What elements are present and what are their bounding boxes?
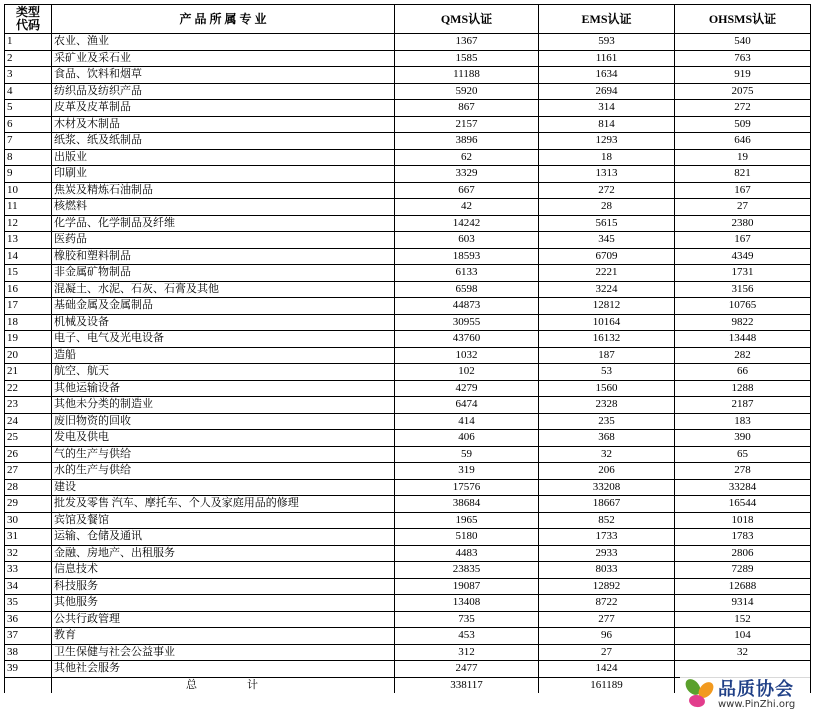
row-ohsms-count: 2380 — [675, 215, 811, 232]
row-ohsms-count: 9314 — [675, 595, 811, 612]
table-row — [5, 67, 811, 84]
table-row — [5, 463, 811, 480]
row-code: 4 — [5, 83, 52, 100]
row-ohsms-count: 390 — [675, 430, 811, 447]
row-ems-count: 206 — [539, 463, 675, 480]
table-row — [5, 364, 811, 381]
header-type-code-label: 类型 代码 — [15, 5, 40, 32]
row-ohsms-count: 152 — [675, 611, 811, 628]
row-category-name: 其他服务 — [52, 595, 395, 612]
row-ohsms-count: 278 — [675, 463, 811, 480]
total-label-right: 计 — [247, 678, 260, 691]
row-qms-count: 4279 — [395, 380, 539, 397]
row-code: 19 — [5, 331, 52, 348]
table-row — [5, 215, 811, 232]
row-ohsms-count: 12688 — [675, 578, 811, 595]
row-ohsms-count: 2187 — [675, 397, 811, 414]
row-category-name: 非金属矿物制品 — [52, 265, 395, 282]
row-ems-count: 32 — [539, 446, 675, 463]
table-row — [5, 83, 811, 100]
row-code: 29 — [5, 496, 52, 513]
row-ohsms-count: 1783 — [675, 529, 811, 546]
site-watermark-logo — [680, 674, 810, 714]
row-qms-count: 406 — [395, 430, 539, 447]
row-qms-count: 42 — [395, 199, 539, 216]
row-category-name: 化学品、化学制品及纤维 — [52, 215, 395, 232]
table-row — [5, 496, 811, 513]
row-ems-count: 852 — [539, 512, 675, 529]
table-row — [5, 545, 811, 562]
row-code: 8 — [5, 149, 52, 166]
row-category-name: 医药品 — [52, 232, 395, 249]
table-row — [5, 595, 811, 612]
table-row — [5, 232, 811, 249]
table-row — [5, 380, 811, 397]
header-type-code — [5, 5, 52, 34]
row-category-name: 机械及设备 — [52, 314, 395, 331]
row-ems-count: 1313 — [539, 166, 675, 183]
row-category-name: 纺织品及纺织产品 — [52, 83, 395, 100]
row-category-name: 出版业 — [52, 149, 395, 166]
row-ems-count: 1424 — [539, 661, 675, 678]
row-ems-count: 2221 — [539, 265, 675, 282]
table-header-row — [5, 5, 811, 34]
row-category-name: 宾馆及餐馆 — [52, 512, 395, 529]
row-qms-count: 62 — [395, 149, 539, 166]
row-category-name: 皮革及皮革制品 — [52, 100, 395, 117]
row-qms-count: 1032 — [395, 347, 539, 364]
row-code: 35 — [5, 595, 52, 612]
table-row — [5, 116, 811, 133]
row-qms-count: 312 — [395, 644, 539, 661]
row-category-name: 食品、饮料和烟草 — [52, 67, 395, 84]
row-category-name: 焦炭及精炼石油制品 — [52, 182, 395, 199]
row-ems-count: 28 — [539, 199, 675, 216]
row-code: 6 — [5, 116, 52, 133]
row-ems-count: 235 — [539, 413, 675, 430]
total-qms: 338117 — [395, 677, 539, 693]
table-row — [5, 265, 811, 282]
table-body — [5, 34, 811, 678]
row-ohsms-count: 9822 — [675, 314, 811, 331]
table-row — [5, 644, 811, 661]
row-code: 37 — [5, 628, 52, 645]
row-qms-count: 6474 — [395, 397, 539, 414]
header-ohsms-label: OHSMS认证 — [708, 11, 777, 26]
row-code: 21 — [5, 364, 52, 381]
total-label-left: 总 — [186, 678, 199, 691]
row-ohsms-count: 763 — [675, 50, 811, 67]
row-category-name: 基础金属及金属制品 — [52, 298, 395, 315]
row-category-name: 采矿业及采石业 — [52, 50, 395, 67]
table-row — [5, 430, 811, 447]
table-row — [5, 248, 811, 265]
row-ohsms-count: 1731 — [675, 265, 811, 282]
row-qms-count: 14242 — [395, 215, 539, 232]
row-ohsms-count: 282 — [675, 347, 811, 364]
row-ohsms-count: 1288 — [675, 380, 811, 397]
table-row — [5, 628, 811, 645]
table-row — [5, 166, 811, 183]
header-ems — [539, 5, 675, 34]
row-qms-count: 17576 — [395, 479, 539, 496]
row-ems-count: 16132 — [539, 331, 675, 348]
row-qms-count: 6598 — [395, 281, 539, 298]
total-label — [52, 677, 395, 693]
row-qms-count: 59 — [395, 446, 539, 463]
table-row — [5, 298, 811, 315]
total-code-cell — [5, 677, 52, 693]
row-code: 1 — [5, 34, 52, 51]
row-category-name: 农业、渔业 — [52, 34, 395, 51]
row-ohsms-count: 509 — [675, 116, 811, 133]
row-qms-count: 319 — [395, 463, 539, 480]
row-qms-count: 1965 — [395, 512, 539, 529]
header-qms — [395, 5, 539, 34]
row-code: 5 — [5, 100, 52, 117]
row-ohsms-count: 3156 — [675, 281, 811, 298]
row-code: 39 — [5, 661, 52, 678]
row-ems-count: 314 — [539, 100, 675, 117]
row-code: 16 — [5, 281, 52, 298]
row-category-name: 信息技术 — [52, 562, 395, 579]
row-code: 24 — [5, 413, 52, 430]
row-ohsms-count: 1018 — [675, 512, 811, 529]
row-qms-count: 18593 — [395, 248, 539, 265]
row-code: 36 — [5, 611, 52, 628]
row-category-name: 造船 — [52, 347, 395, 364]
row-qms-count: 3329 — [395, 166, 539, 183]
row-category-name: 建设 — [52, 479, 395, 496]
table-row — [5, 199, 811, 216]
watermark-url: www.PinZhi.org — [718, 699, 796, 710]
row-ems-count: 1733 — [539, 529, 675, 546]
row-ems-count: 814 — [539, 116, 675, 133]
row-category-name: 其他未分类的制造业 — [52, 397, 395, 414]
row-category-name: 发电及供电 — [52, 430, 395, 447]
row-qms-count: 38684 — [395, 496, 539, 513]
row-ohsms-count: 919 — [675, 67, 811, 84]
certification-table — [4, 4, 811, 693]
row-ohsms-count: 66 — [675, 364, 811, 381]
row-qms-count: 603 — [395, 232, 539, 249]
row-ohsms-count: 19 — [675, 149, 811, 166]
row-code: 9 — [5, 166, 52, 183]
table-row — [5, 413, 811, 430]
row-code: 14 — [5, 248, 52, 265]
row-ems-count: 2933 — [539, 545, 675, 562]
row-category-name: 纸浆、纸及纸制品 — [52, 133, 395, 150]
row-code: 31 — [5, 529, 52, 546]
row-category-name: 运输、仓储及通讯 — [52, 529, 395, 546]
table-row — [5, 331, 811, 348]
row-ohsms-count: 2075 — [675, 83, 811, 100]
row-ohsms-count: 646 — [675, 133, 811, 150]
header-product-category-label: 产 品 所 属 专 业 — [179, 11, 267, 26]
row-category-name: 批发及零售 汽车、摩托车、个人及家庭用品的修理 — [52, 496, 395, 513]
row-code: 26 — [5, 446, 52, 463]
row-ohsms-count: 27 — [675, 199, 811, 216]
row-code: 28 — [5, 479, 52, 496]
row-qms-count: 1585 — [395, 50, 539, 67]
row-code: 13 — [5, 232, 52, 249]
header-qms-label: QMS认证 — [440, 11, 493, 26]
row-ems-count: 3224 — [539, 281, 675, 298]
row-qms-count: 414 — [395, 413, 539, 430]
row-category-name: 公共行政管理 — [52, 611, 395, 628]
row-category-name: 橡胶和塑料制品 — [52, 248, 395, 265]
row-qms-count: 102 — [395, 364, 539, 381]
row-qms-count: 3896 — [395, 133, 539, 150]
flower-logo-icon — [682, 676, 716, 710]
row-qms-count: 19087 — [395, 578, 539, 595]
row-qms-count: 2477 — [395, 661, 539, 678]
row-code: 15 — [5, 265, 52, 282]
row-code: 3 — [5, 67, 52, 84]
table-row — [5, 611, 811, 628]
row-ohsms-count: 7289 — [675, 562, 811, 579]
header-product-category — [52, 5, 395, 34]
row-qms-count: 5920 — [395, 83, 539, 100]
row-code: 34 — [5, 578, 52, 595]
row-ohsms-count: 65 — [675, 446, 811, 463]
row-ohsms-count: 13448 — [675, 331, 811, 348]
row-code: 18 — [5, 314, 52, 331]
row-category-name: 电子、电气及光电设备 — [52, 331, 395, 348]
row-ems-count: 277 — [539, 611, 675, 628]
row-category-name: 印刷业 — [52, 166, 395, 183]
row-code: 27 — [5, 463, 52, 480]
table-row — [5, 133, 811, 150]
row-category-name: 其他社会服务 — [52, 661, 395, 678]
row-qms-count: 1367 — [395, 34, 539, 51]
row-qms-count: 23835 — [395, 562, 539, 579]
row-qms-count: 867 — [395, 100, 539, 117]
row-ohsms-count: 167 — [675, 182, 811, 199]
row-qms-count: 30955 — [395, 314, 539, 331]
row-qms-count: 735 — [395, 611, 539, 628]
header-ems-label: EMS认证 — [581, 11, 632, 26]
table-row — [5, 100, 811, 117]
row-code: 12 — [5, 215, 52, 232]
row-ems-count: 593 — [539, 34, 675, 51]
row-ems-count: 96 — [539, 628, 675, 645]
row-qms-count: 453 — [395, 628, 539, 645]
row-code: 32 — [5, 545, 52, 562]
table-row — [5, 578, 811, 595]
row-ems-count: 18667 — [539, 496, 675, 513]
row-qms-count: 43760 — [395, 331, 539, 348]
row-ohsms-count: 167 — [675, 232, 811, 249]
table-row — [5, 446, 811, 463]
row-ohsms-count: 821 — [675, 166, 811, 183]
row-category-name: 混凝土、水泥、石灰、石膏及其他 — [52, 281, 395, 298]
table-row — [5, 562, 811, 579]
row-ems-count: 368 — [539, 430, 675, 447]
total-ems: 161189 — [539, 677, 675, 693]
row-code: 38 — [5, 644, 52, 661]
row-code: 30 — [5, 512, 52, 529]
row-ohsms-count: 183 — [675, 413, 811, 430]
table-row — [5, 347, 811, 364]
row-ems-count: 8033 — [539, 562, 675, 579]
table-row — [5, 512, 811, 529]
row-code: 33 — [5, 562, 52, 579]
row-qms-count: 2157 — [395, 116, 539, 133]
table-row — [5, 479, 811, 496]
row-code: 10 — [5, 182, 52, 199]
table-row — [5, 529, 811, 546]
row-ems-count: 272 — [539, 182, 675, 199]
row-category-name: 金融、房地产、出租服务 — [52, 545, 395, 562]
row-ems-count: 2694 — [539, 83, 675, 100]
row-category-name: 卫生保健与社会公益事业 — [52, 644, 395, 661]
row-ems-count: 1634 — [539, 67, 675, 84]
row-qms-count: 6133 — [395, 265, 539, 282]
row-ems-count: 33208 — [539, 479, 675, 496]
table-row — [5, 34, 811, 51]
row-qms-count: 13408 — [395, 595, 539, 612]
row-code: 2 — [5, 50, 52, 67]
row-category-name: 废旧物资的回收 — [52, 413, 395, 430]
row-code: 7 — [5, 133, 52, 150]
row-qms-count: 11188 — [395, 67, 539, 84]
row-ems-count: 12892 — [539, 578, 675, 595]
row-ohsms-count: 104 — [675, 628, 811, 645]
row-ems-count: 8722 — [539, 595, 675, 612]
row-category-name: 木材及木制品 — [52, 116, 395, 133]
row-category-name: 科技服务 — [52, 578, 395, 595]
row-ems-count: 18 — [539, 149, 675, 166]
row-ohsms-count: 272 — [675, 100, 811, 117]
row-category-name: 水的生产与供给 — [52, 463, 395, 480]
row-ohsms-count: 2806 — [675, 545, 811, 562]
row-qms-count: 5180 — [395, 529, 539, 546]
row-code: 17 — [5, 298, 52, 315]
row-qms-count: 44873 — [395, 298, 539, 315]
row-qms-count: 667 — [395, 182, 539, 199]
watermark-name: 品质协会 — [718, 679, 794, 700]
row-ems-count: 53 — [539, 364, 675, 381]
row-ohsms-count: 16544 — [675, 496, 811, 513]
row-ohsms-count: 33284 — [675, 479, 811, 496]
row-code: 22 — [5, 380, 52, 397]
row-ems-count: 187 — [539, 347, 675, 364]
row-ems-count: 345 — [539, 232, 675, 249]
row-code: 20 — [5, 347, 52, 364]
row-ems-count: 1560 — [539, 380, 675, 397]
row-ems-count: 10164 — [539, 314, 675, 331]
row-category-name: 气的生产与供给 — [52, 446, 395, 463]
table-row — [5, 281, 811, 298]
row-ems-count: 6709 — [539, 248, 675, 265]
row-ems-count: 2328 — [539, 397, 675, 414]
row-ohsms-count: 10765 — [675, 298, 811, 315]
row-ems-count: 1293 — [539, 133, 675, 150]
header-ohsms — [675, 5, 811, 34]
table-row — [5, 314, 811, 331]
row-ems-count: 5615 — [539, 215, 675, 232]
table-row — [5, 50, 811, 67]
row-ems-count: 1161 — [539, 50, 675, 67]
row-ohsms-count: 32 — [675, 644, 811, 661]
row-category-name: 其他运输设备 — [52, 380, 395, 397]
row-ohsms-count: 540 — [675, 34, 811, 51]
row-qms-count: 4483 — [395, 545, 539, 562]
row-ems-count: 12812 — [539, 298, 675, 315]
row-code: 25 — [5, 430, 52, 447]
row-ems-count: 27 — [539, 644, 675, 661]
row-ohsms-count: 4349 — [675, 248, 811, 265]
row-category-name: 核燃料 — [52, 199, 395, 216]
row-category-name: 教育 — [52, 628, 395, 645]
table-row — [5, 149, 811, 166]
row-code: 23 — [5, 397, 52, 414]
row-category-name: 航空、航天 — [52, 364, 395, 381]
table-row — [5, 182, 811, 199]
table-row — [5, 397, 811, 414]
row-code: 11 — [5, 199, 52, 216]
